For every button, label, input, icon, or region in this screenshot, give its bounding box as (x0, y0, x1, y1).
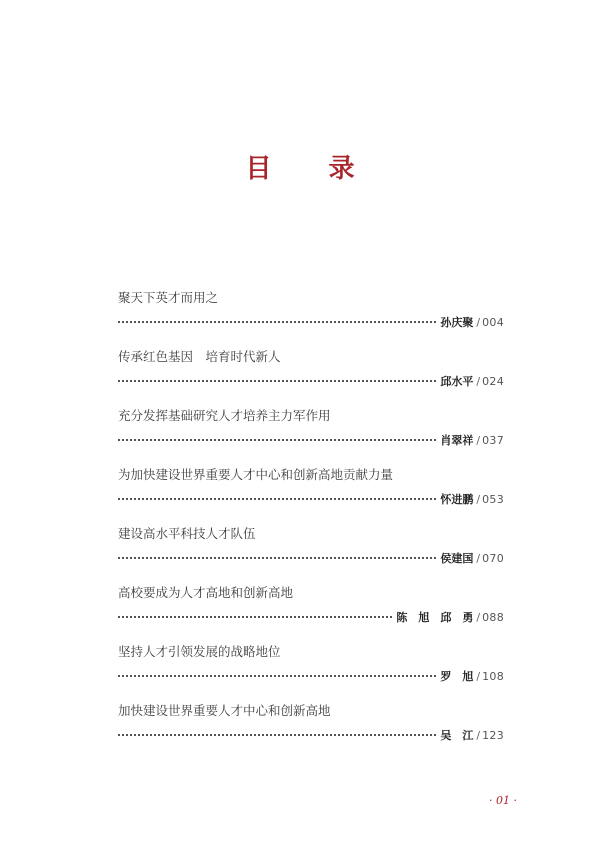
entry-author: 陈 旭 邱 勇 (396, 611, 474, 624)
dot-leader (118, 616, 392, 618)
entry-line (118, 669, 504, 685)
toc-title: 目 录 (245, 154, 379, 184)
entry-page-number: 053 (482, 493, 504, 506)
entry-line (118, 433, 504, 449)
entry-title: 为加快建设世界重要人才中心和创新高地贡献力量 (118, 467, 394, 482)
entry-author: 吴 江 (440, 729, 474, 742)
entry-title: 高校要成为人才高地和创新高地 (118, 585, 294, 600)
dot-leader (118, 498, 436, 500)
dot-leader (118, 321, 436, 323)
entry-page-number: 123 (482, 729, 504, 742)
entry-author: 肖翠祥 (440, 434, 474, 447)
entry-separator: / (476, 729, 481, 742)
entry-page-number: 070 (482, 552, 504, 565)
entry-separator: / (476, 670, 481, 683)
entry-line (118, 551, 504, 567)
dot-leader (118, 557, 436, 559)
entry-author: 罗 旭 (440, 670, 474, 683)
dot-leader (118, 675, 436, 677)
entry-line (118, 610, 504, 626)
entry-line (118, 315, 504, 331)
entry-title: 坚持人才引领发展的战略地位 (118, 644, 281, 659)
dot-leader (118, 380, 436, 382)
entry-separator: / (476, 375, 481, 388)
entry-author: 侯建国 (440, 552, 474, 565)
entry-title: 传承红色基因 培育时代新人 (118, 349, 281, 364)
dot-leader (118, 734, 436, 736)
toc-entry[interactable] (118, 642, 504, 701)
entry-separator: / (476, 434, 481, 447)
entry-separator: / (476, 493, 481, 506)
toc-entry[interactable] (118, 288, 504, 347)
toc-entry[interactable] (118, 465, 504, 524)
entry-title: 聚天下英才而用之 (118, 290, 219, 305)
toc-entry[interactable] (118, 701, 504, 760)
entry-title: 充分发挥基础研究人才培养主力军作用 (118, 408, 331, 423)
dot-leader (118, 439, 436, 441)
toc-entry[interactable] (118, 583, 504, 642)
entry-author: 孙庆聚 (440, 316, 474, 329)
entry-page-number: 024 (482, 375, 504, 388)
entry-line (118, 374, 504, 390)
toc-entry[interactable] (118, 524, 504, 583)
entry-page-number: 004 (482, 316, 504, 329)
entry-separator: / (476, 611, 481, 624)
toc-entry[interactable] (118, 406, 504, 465)
entry-line (118, 492, 504, 508)
page-number: · 01 · (489, 794, 517, 807)
entry-title: 建设高水平科技人才队伍 (118, 526, 256, 541)
entry-author: 邱水平 (440, 375, 474, 388)
entry-line (118, 728, 504, 744)
entry-page-number: 088 (482, 611, 504, 624)
toc-entry[interactable] (118, 347, 504, 406)
entry-page-number: 108 (482, 670, 504, 683)
toc-list (118, 288, 504, 760)
entry-separator: / (476, 552, 481, 565)
entry-page-number: 037 (482, 434, 504, 447)
entry-title: 加快建设世界重要人才中心和创新高地 (118, 703, 331, 718)
entry-separator: / (476, 316, 481, 329)
entry-author: 怀进鹏 (440, 493, 474, 506)
